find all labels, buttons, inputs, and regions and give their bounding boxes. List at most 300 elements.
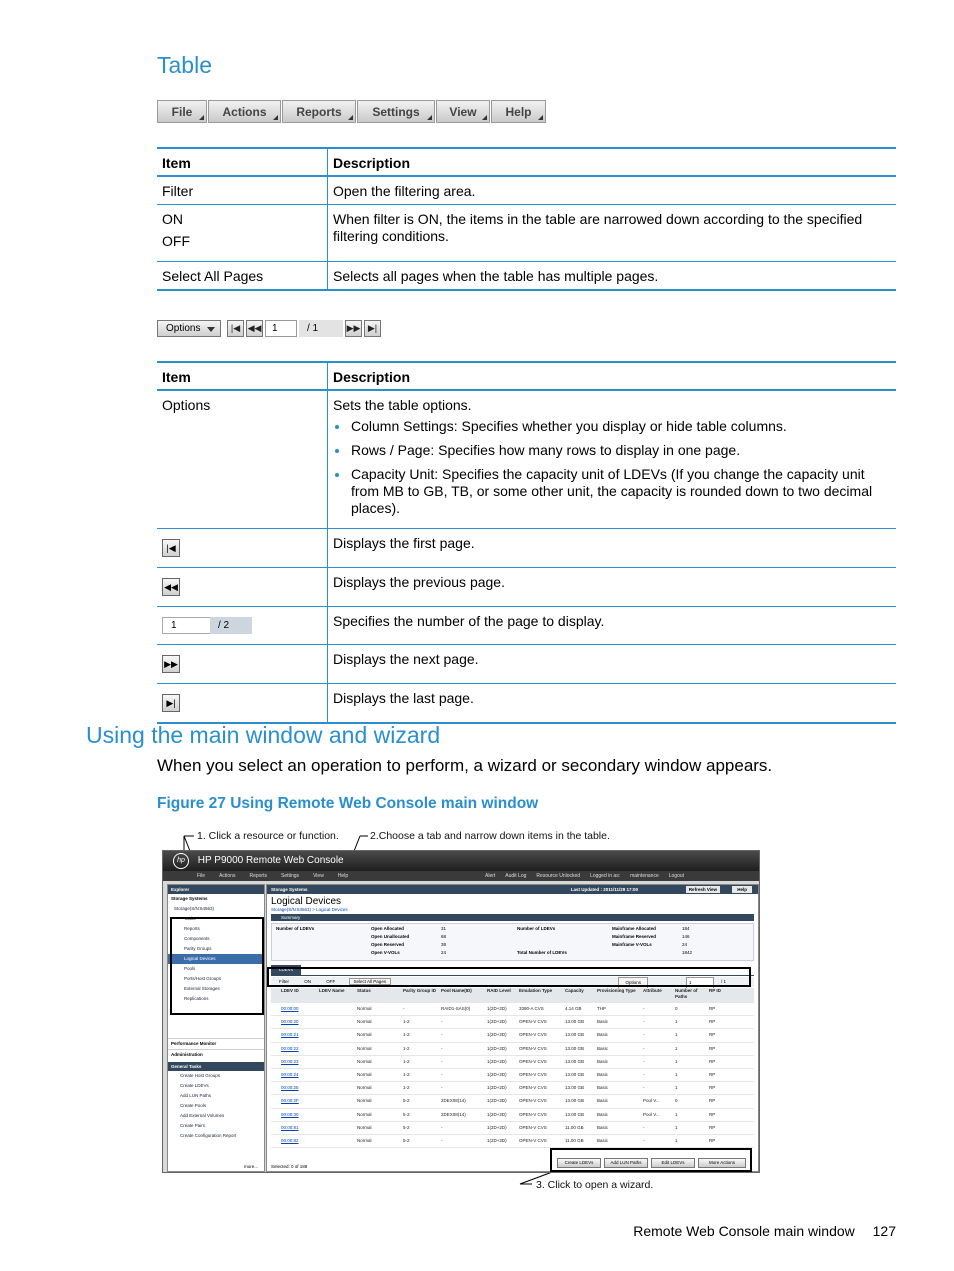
filter-button[interactable]: Filter [279,979,289,984]
tree-item[interactable]: Reports [184,926,200,931]
tree-item[interactable]: External Storages [184,986,220,991]
more-link[interactable]: more... [243,1164,258,1169]
row-item: Options [157,390,328,529]
page-input[interactable]: 1 [686,977,714,989]
list-item: Capacity Unit: Specifies the capacity unit of LDEVs (If you change the capacity unit from MB to GB, TB, or some other unit, the capacity is rounded down to two decimal places). [351,466,891,517]
filter-on-toggle[interactable]: ON [304,979,312,984]
general-task-link[interactable]: Create Configuration Report [180,1133,237,1138]
table-cell: RP [709,1006,716,1011]
rwc-top-link[interactable]: Alert [485,873,496,879]
refresh-view-button[interactable]: Refresh View [686,886,720,893]
table-cell: 1-2 [403,1032,410,1038]
table-cell: Normal [357,1098,372,1104]
first-page-icon: |◀ [162,539,180,557]
table-cell: 13.00 GB [565,1032,585,1038]
table-cell [319,1109,357,1121]
section-heading-table: Table [157,52,212,78]
next-page-icon: ▶▶ [162,655,180,673]
col-header-item: Item [157,362,328,390]
table-cell: Pool V... [643,1098,660,1104]
table-cell: Basic [597,1045,609,1051]
table-cell: 11.00 GB [565,1124,584,1130]
page-heading: Logical Devices [271,896,342,907]
table-row[interactable] [271,1095,754,1108]
table-cell: 1-2 [403,1085,410,1091]
table-cell [319,1122,357,1134]
table-cell: - [643,1019,645,1025]
table-cell: Basic [597,1111,609,1117]
general-task-link[interactable]: Create Pools [180,1103,207,1108]
table-row [157,176,896,205]
menu-help[interactable]: Help [491,100,546,123]
table-cell: OPEN-V CVS [519,1045,547,1051]
table-row [157,390,896,529]
table-cell: OPEN-V CVS [519,1085,547,1091]
last-page-icon: ▶| [162,694,180,712]
general-task-link[interactable]: Add LUN Paths [180,1093,212,1098]
performance-monitor-link[interactable]: Performance Monitor [168,1038,264,1049]
table-cell: 2DEX08(14) [441,1098,466,1104]
summary-cell: 146 [682,934,690,939]
callout-box-2 [267,967,751,987]
table-cell: RP [709,1111,716,1117]
row-item: Select All Pages [157,262,328,291]
rwc-top-link[interactable]: maintenance [630,873,659,879]
table-cell: Normal [357,1085,372,1091]
col-header-item: Item [157,148,328,176]
table-row[interactable] [271,1003,754,1016]
row-item [157,607,328,645]
rwc-menu-settings[interactable]: Settings [280,873,300,879]
table-cell: 0 [675,1098,678,1104]
summary-cell: Total Number of LDEVs [517,950,567,955]
first-page-button[interactable]: |◀ [227,320,244,337]
page-number-input[interactable]: 1 [265,320,297,337]
col-header-description: Description [328,362,897,390]
row-description: Selects all pages when the table has multiple pages. [328,262,897,291]
rwc-title-bar [163,851,759,871]
table-cell[interactable]: 00:00:21 [281,1032,299,1038]
table-cell: RP [709,1045,716,1051]
table-row[interactable] [271,1016,754,1029]
table-cell: Basic [597,1058,609,1064]
explorer-header: Explorer [168,885,264,894]
table-cell: 1 [675,1137,678,1143]
table-cell[interactable]: 00:00:2F [281,1098,299,1104]
table-cell: 1-2 [403,1071,410,1077]
table-cell: 5-2 [403,1098,410,1104]
table-cell[interactable]: 00:00:82 [281,1137,299,1143]
table-cell: Basic [597,1071,609,1077]
select-all-pages-button[interactable]: Select All Pages [349,978,392,985]
options-bullets [333,418,891,517]
table-cell[interactable]: 00:00:22 [281,1045,299,1051]
rwc-menu-actions[interactable]: Actions [219,873,236,879]
table-cell [319,1056,357,1068]
rwc-main-pane [266,884,759,1172]
callout-3: 3. Click to open a wizard. [536,1179,654,1191]
table-cell: - [441,1032,443,1038]
tree-item[interactable]: Storage(S/N:64563) [174,906,215,911]
table-cell: RP [709,1137,716,1143]
footer-text: Remote Web Console main window [633,1223,855,1239]
summary-row [276,933,516,941]
wizard-button[interactable]: More Actions [698,1158,746,1168]
page-input-value: 1 [162,617,210,634]
table-row[interactable] [271,1043,754,1056]
table-cell: 13.00 GB [565,1085,585,1091]
row-item [157,684,328,724]
table-cell[interactable]: 00:00:20 [281,1019,299,1025]
tab-ldevs[interactable]: LDEVs [271,965,301,975]
table-cell: Pool V... [643,1111,660,1117]
table-cell: 1 [675,1045,678,1051]
table-cell: - [643,1045,645,1051]
table-cell[interactable]: 00:00:00 [281,1006,299,1011]
table-cell: Normal [357,1032,372,1038]
breadcrumb: Storage(S/N:64563) > Logical Devices [271,907,348,912]
table-cell: Normal [357,1124,372,1130]
next-page-button[interactable]: ▶▶ [345,320,362,337]
table-cell [319,1069,357,1081]
table-cell: RP [709,1071,716,1077]
column-header[interactable]: Pool Name(ID) [441,988,472,993]
callout-1: 1. Click a resource or function. [197,830,339,842]
column-header[interactable]: Parity Group ID [403,988,437,993]
table-cell[interactable]: 00:00:30 [281,1111,299,1117]
storage-systems-label: Storage Systems [171,896,208,901]
table-cell: 1-2 [403,1019,410,1025]
table-cell: Normal [357,1071,372,1077]
menu-actions[interactable]: Actions [208,100,281,123]
summary-cell: Open Reserved [371,942,405,947]
table-cell: 3390-A CVS [519,1006,544,1011]
table-cell[interactable]: 00:00:81 [281,1124,299,1130]
table-cell: 1 [675,1019,678,1025]
table-cell: Normal [357,1058,372,1064]
table-cell: 1(2D+2D) [487,1058,507,1064]
table-row [157,568,896,607]
rwc-title: HP P9000 Remote Web Console [197,855,344,866]
table-cell: 1(2D+2D) [487,1045,507,1051]
column-header[interactable]: LDEV Name [319,988,345,993]
table-menu-items [157,147,896,291]
page-total: / 1 [299,320,343,337]
table-cell [319,1016,357,1028]
column-header[interactable]: RAID Level [487,988,511,993]
summary-cell: Open Unallocated [371,934,410,939]
summary-box [271,923,754,961]
summary-cell: 24 [441,950,447,955]
table-cell: 13.00 GB [565,1045,585,1051]
table-pager-items [157,361,896,724]
table-row [157,684,896,724]
summary-cell: Open Allocated [371,926,404,931]
table-cell: 1 [675,1058,678,1064]
figure-caption: Figure 27 Using Remote Web Console main window [157,795,539,812]
row-description: Displays the previous page. [328,568,897,607]
table-cell[interactable]: 00:00:25 [281,1085,299,1091]
rwc-top-link[interactable]: Audit Log [505,873,527,879]
rwc-menu-bar [163,871,759,881]
summary-cell: Mainframe Reserved [612,934,657,939]
table-cell: 1 [675,1032,678,1038]
table-row[interactable] [271,1135,754,1148]
table-cell: OPEN-V CVS [519,1098,547,1104]
table-cell: - [441,1071,443,1077]
general-task-link[interactable]: Create LDEVs [180,1083,209,1088]
row-item [157,529,328,568]
wizard-button[interactable]: Create LDEVs [557,1158,601,1168]
tree-item[interactable]: Logical Devices [168,954,264,964]
table-row [157,607,896,645]
table-row [157,529,896,568]
options-desc: Sets the table options. [333,397,472,413]
pager-toolbar [157,318,383,338]
table-cell: 1(2D+2D) [487,1098,507,1104]
tree-item[interactable]: Pools [184,966,196,971]
table-row[interactable] [271,1029,754,1042]
row-item [157,205,328,262]
table-cell: - [643,1058,645,1064]
table-cell: OPEN-V CVS [519,1124,547,1130]
table-cell: 13.00 GB [565,1098,585,1104]
rwc-menu-file[interactable]: File [197,873,206,879]
table-cell [319,1043,357,1055]
intro-paragraph: When you select an operation to perform, a wizard or secondary window appears. [157,756,773,775]
summary-header: Summary [271,914,754,921]
table-cell: Normal [357,1006,372,1011]
table-cell: 0 [675,1006,678,1011]
column-header[interactable]: RP ID [709,988,721,993]
row-description: Open the filtering area. [328,176,897,205]
table-cell: - [643,1032,645,1038]
table-cell: RP [709,1058,716,1064]
general-tasks-header: General Tasks [168,1062,264,1071]
last-updated: Last Updated : 2011/11/29 17:00 [570,887,638,892]
table-row [157,262,896,291]
table-cell: 1(2D+2D) [487,1137,507,1143]
table-cell: 13.00 GB [565,1058,585,1064]
summary-cell: Mainframe V-VOLs [612,942,652,947]
col-header-description: Description [328,148,897,176]
table-cell: Normal [357,1045,372,1051]
rwc-top-link[interactable]: Resource Unlocked [536,873,581,879]
row-item: Filter [157,176,328,205]
table-cell: - [643,1071,645,1077]
rwc-menu-view[interactable]: View [313,873,324,879]
table-cell: Basic [597,1019,609,1025]
general-task-link[interactable]: Create Host Groups [180,1073,221,1078]
table-row[interactable] [271,1109,754,1122]
section-heading-main-window: Using the main window and wizard [86,722,441,748]
rwc-menu-help[interactable]: Help [337,873,349,879]
table-cell: 1(2D+2D) [487,1085,507,1091]
general-task-link[interactable]: Add External Volumes [180,1113,225,1118]
column-header[interactable]: Emulation Type [519,988,553,993]
table-cell: 1 [675,1124,678,1130]
table-cell: 1(2D+2D) [487,1032,507,1038]
summary-cell: 68 [441,934,447,939]
table-cell: 5-2 [403,1111,410,1117]
tree-item[interactable]: Replications [184,996,209,1001]
wizard-button[interactable]: Edit LDEVs [651,1158,695,1168]
table-cell [319,1135,357,1147]
callout-box-1 [170,917,264,1015]
summary-cell: 38 [441,942,447,947]
ldev-table [271,988,754,1148]
table-cell [319,1029,357,1041]
pane-title: Storage Systems [271,887,308,892]
table-cell: - [403,1006,405,1011]
summary-cell: Mainframe Allocated [612,926,656,931]
table-cell [319,1003,357,1015]
table-cell: 13.00 GB [565,1071,585,1077]
table-cell: - [441,1045,443,1051]
page-input-sample [162,617,322,634]
table-cell: Basic [597,1032,609,1038]
table-cell: - [441,1019,443,1025]
rwc-menu-reports[interactable]: Reports [249,873,267,879]
table-cell: Normal [357,1111,372,1117]
table-cell: - [643,1137,645,1143]
rwc-top-link[interactable]: Logout [668,873,685,879]
table-row[interactable] [271,1082,754,1095]
page-number: 127 [872,1223,896,1239]
tree-item[interactable]: Ports/Host Groups [184,976,222,981]
table-cell: 2DEX08(14) [441,1111,466,1117]
summary-row [517,941,757,949]
general-task-link[interactable]: Create Pairs [180,1123,206,1128]
table-cell: RP [709,1085,716,1091]
menu-reports[interactable]: Reports [282,100,356,123]
summary-row [276,941,516,949]
table-cell: 4.14 GB [565,1006,582,1011]
previous-page-button[interactable]: ◀◀ [246,320,263,337]
table-row[interactable] [271,1056,754,1069]
menu-file[interactable]: File [157,100,207,123]
administration-link[interactable]: Administration [168,1049,264,1060]
summary-cell: Open V-VOLs [371,950,400,955]
table-cell: RP [709,1098,716,1104]
table-cell: 1-2 [403,1058,410,1064]
table-cell: Basic [597,1085,609,1091]
column-header[interactable]: LDEV ID [281,988,299,993]
rwc-top-link[interactable]: Logged in as: [590,873,621,879]
row-description: Specifies the number of the page to display. [328,607,897,645]
table-cell: RP [709,1032,716,1038]
table-cell: 1(2D+2D) [487,1111,507,1117]
table-cell: 5-2 [403,1137,410,1143]
column-header[interactable]: Attribute [643,988,662,993]
tree-item[interactable]: Components [184,936,210,941]
table-row [157,205,896,262]
table-cell: Basic [597,1098,609,1104]
page-input-total: / 2 [210,617,252,634]
table-cell: 1(2D+2D) [487,1124,507,1130]
table-cell: RAID1-SAS(0) [441,1006,471,1011]
table-cell: 13.00 GB [565,1111,585,1117]
menu-settings[interactable]: Settings [357,100,435,123]
row-item-on: ON [162,211,183,227]
table-row [157,645,896,684]
last-page-button[interactable]: ▶| [364,320,381,337]
table-header-row [271,988,754,1003]
table-cell[interactable]: 00:00:24 [281,1071,299,1077]
help-button[interactable]: Help [732,886,752,893]
summary-cell: 1842 [682,950,693,955]
table-cell [319,1095,357,1107]
wizard-button[interactable]: Add LUN Paths [604,1158,648,1168]
summary-cell: Number of LDEVs [517,926,556,931]
table-cell: 1-2 [403,1045,410,1051]
table-cell: - [441,1085,443,1091]
tree-item[interactable]: Tasks [184,916,196,921]
row-description: When filter is ON, the items in the table are narrowed down according to the specified filtering conditions. [328,205,897,262]
table-row[interactable] [271,1122,754,1135]
table-cell: THP [597,1006,606,1011]
summary-cell: 184 [682,926,690,931]
row-item-off: OFF [162,233,190,249]
summary-row [276,925,516,933]
table-cell[interactable]: 00:00:23 [281,1058,299,1064]
table-cell: 1(2D+2D) [487,1071,507,1077]
table-cell: 1(2D+2D) [487,1019,507,1025]
table-cell: 5-2 [403,1124,410,1130]
table-cell: 11.00 GB [565,1137,584,1143]
menu-bar [157,100,547,123]
options-button[interactable]: Options [157,320,221,337]
table-cell: OPEN-V CVS [519,1111,547,1117]
table-cell: OPEN-V CVS [519,1032,547,1038]
table-row[interactable] [271,1069,754,1082]
row-item [157,568,328,607]
table-cell: 1(2D+2D) [487,1006,507,1011]
table-cell: - [441,1124,443,1130]
table-cell: 13.00 GB [565,1019,585,1025]
column-header[interactable]: Capacity [565,988,584,993]
table-cell: 1 [675,1111,678,1117]
column-header[interactable]: Status [357,988,371,993]
pane-header [267,885,758,894]
column-header[interactable]: Number of Paths [675,988,698,999]
summary-row [517,925,757,933]
callout-2: 2.Choose a tab and narrow down items in the table. [370,830,610,842]
callout-box-3 [550,1148,752,1172]
tree-item[interactable]: Parity Groups [184,946,212,951]
hp-logo-icon: hp [173,853,189,869]
table-cell [319,1082,357,1094]
table-cell: - [643,1085,645,1091]
table-cell: - [643,1124,645,1130]
row-item [157,645,328,684]
table-cell: 1 [675,1085,678,1091]
page-total: / 1 [720,979,726,984]
page-footer [633,1223,896,1239]
menu-view[interactable]: View [436,100,490,123]
table-cell: - [441,1058,443,1064]
table-cell: OPEN-V CVS [519,1071,547,1077]
column-header[interactable]: Provisioning Type [597,988,636,993]
filter-off-toggle[interactable]: OFF [326,979,336,984]
selected-count: Selected: 0 of 188 [271,1164,308,1169]
options-dropdown[interactable]: Options [618,977,648,989]
table-cell: Basic [597,1124,609,1130]
row-description: Displays the last page. [328,684,897,724]
previous-page-icon: ◀◀ [162,578,180,596]
rwc-screenshot [162,850,760,1173]
table-cell: - [441,1137,443,1143]
